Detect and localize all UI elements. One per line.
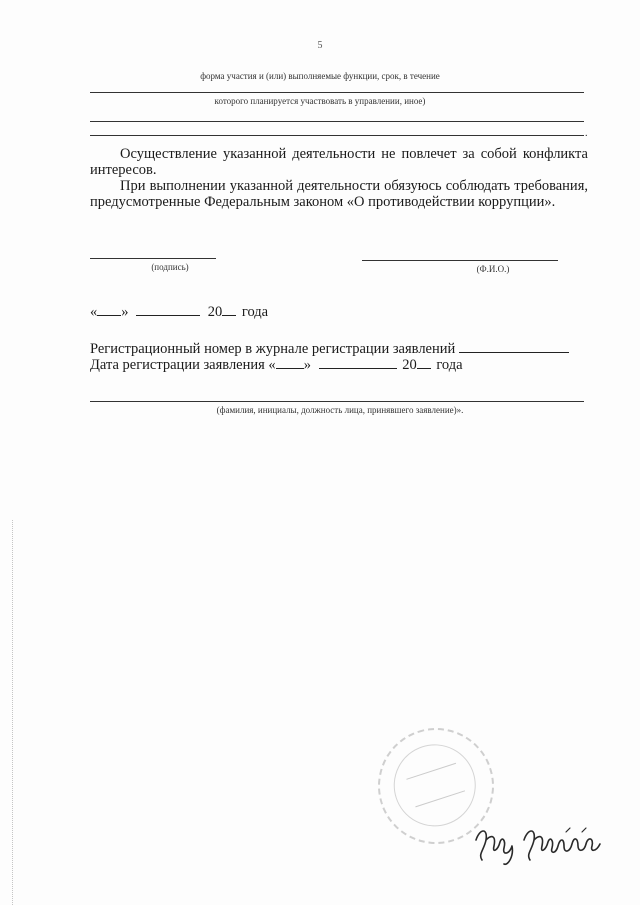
- registration-day-blank: [276, 356, 304, 369]
- participation-form-caption: форма участия и (или) выполняемые функции, срок, в течение: [200, 71, 440, 81]
- signature-caption: (подпись): [151, 262, 189, 272]
- signature-line: [90, 258, 216, 259]
- month-blank: [136, 303, 200, 316]
- registration-number-label: Регистрационный номер в журнале регистрации заявлений: [90, 341, 456, 357]
- handwritten-signature: [470, 820, 610, 870]
- year-suffix: года: [241, 304, 269, 320]
- date-close-quote: »: [121, 304, 129, 320]
- full-name-line: [362, 260, 558, 261]
- blank-line: [90, 135, 584, 136]
- year-blank: [222, 303, 236, 316]
- scan-edge: [12, 520, 13, 905]
- full-name-caption: (Ф.И.О.): [476, 264, 510, 274]
- blank-line: [90, 92, 584, 93]
- day-blank: [97, 303, 121, 316]
- no-conflict-paragraph: Осуществление указанной деятельности не повлечет за собой конфликта интересов.: [90, 146, 588, 178]
- registration-date-line: [90, 356, 463, 374]
- registration-year-prefix: 20: [402, 357, 417, 373]
- document-page: 5 форма участия и (или) выполняемые функции, срок, в течение которого планируется участвовать в управлении, иное) . Осуществление указанной деятельности не повлечет за собой конфликта интересов. При выполнении указанной деятельности обязуюсь соблюдать требования, предусмотренные Федеральным законом «О противодействии коррупции». (подпись) (Ф.И.О.) « » 20 года Регистрационный номер в журнале регистрации заявлений Дата регистрации заявления « » 20 года (фамилия, инициалы, должность лица, принявшего заявление)».: [0, 0, 640, 905]
- year-prefix: 20: [207, 304, 223, 320]
- registration-date-label: Дата регистрации заявления «: [90, 357, 276, 373]
- page-number: 5: [317, 40, 323, 51]
- registration-close-quote: »: [303, 357, 311, 373]
- registration-month-blank: [319, 356, 397, 369]
- receiver-line: [90, 401, 584, 402]
- obligation-paragraph: При выполнении указанной деятельности обязуюсь соблюдать требования, предусмотренные Федеральным законом «О противодействии коррупции».: [90, 178, 588, 210]
- registration-year-blank: [417, 356, 431, 369]
- registration-number-blank: [459, 340, 569, 353]
- receiver-caption: (фамилия, инициалы, должность лица, принявшего заявление)».: [216, 405, 464, 415]
- registration-year-suffix: года: [436, 357, 463, 373]
- management-participation-caption: которого планируется участвовать в управлении, иное): [214, 96, 426, 106]
- date-line: [90, 303, 268, 321]
- blank-line: [90, 121, 584, 122]
- date-open-quote: «: [90, 304, 98, 320]
